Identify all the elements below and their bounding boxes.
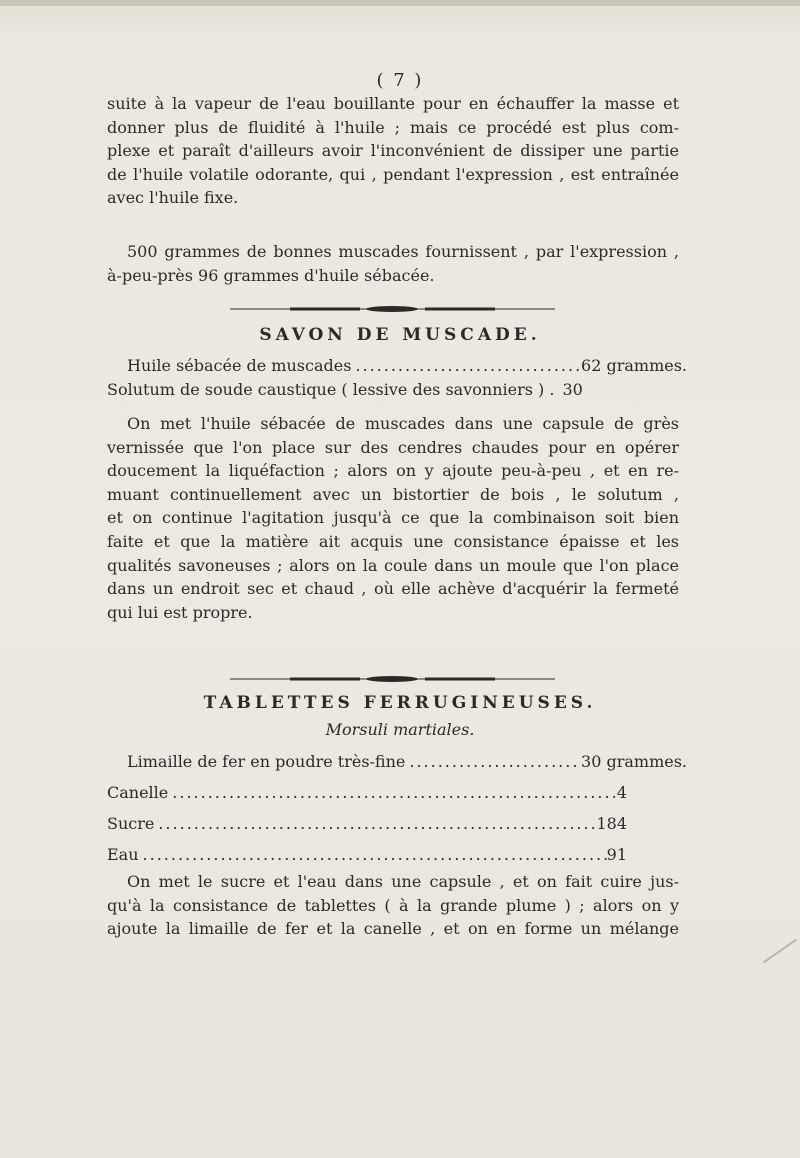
ingredient-amount: 30 <box>562 380 583 399</box>
ingredient-row <box>107 814 687 833</box>
text-line: ajoute la limaille de fer et la canelle , et on en forme un mélange <box>107 919 679 939</box>
leader-dots <box>139 845 607 864</box>
ingredient-row <box>107 380 687 399</box>
ingredient-amount: 62 grammes. <box>581 356 687 375</box>
text-line: doucement la liquéfaction ; alors on y ajoute peu-à-peu , et en re- <box>107 461 679 481</box>
text-line: qualités savoneuses ; alors on la coule dans un moule que l'on place <box>107 555 679 575</box>
text-line: et on continue l'agitation jusqu'à ce que la combinaison soit bien <box>107 508 679 528</box>
paragraph-intro <box>107 92 679 210</box>
paragraph-yield <box>107 240 679 287</box>
ingredient-name: Huile sébacée de muscades <box>127 356 352 375</box>
text-line: dans un endroit sec et chaud , où elle achève d'acquérir la fermeté <box>107 579 679 599</box>
ingredient-row <box>107 752 687 771</box>
ingredient-amount: 184 <box>596 814 627 833</box>
section-title-savon: SAVON DE MUSCADE. <box>259 325 541 345</box>
scan-speck <box>763 939 797 964</box>
ingredient-amount: 91 <box>606 845 627 864</box>
section-subtitle: Morsuli martiales. <box>325 720 475 739</box>
text-line: suite à la vapeur de l'eau bouillante pour en échauffer la masse et <box>107 94 679 113</box>
text-line: à-peu-près 96 grammes d'huile sébacée. <box>107 265 435 285</box>
ingredient-row <box>107 783 687 802</box>
ornamental-rule <box>230 676 555 682</box>
ingredient-row <box>107 356 687 375</box>
ingredient-name: Canelle <box>107 783 169 802</box>
leader-dots <box>405 752 581 771</box>
page-number: ( 7 ) <box>376 70 424 91</box>
text-line: plexe et paraît d'ailleurs avoir l'inconvénient de dissiper une partie <box>107 141 679 161</box>
leader-dots <box>154 814 596 833</box>
paragraph-tablettes-method <box>107 870 679 941</box>
scan-edge-shadow <box>0 0 800 6</box>
text-line: qu'à la consistance de tablettes ( à la grande plume ) ; alors on y <box>107 895 679 915</box>
ingredient-amount: 4 <box>616 783 627 802</box>
ingredient-name: Eau <box>107 845 139 864</box>
text-line: donner plus de fluidité à l'huile ; mais ce procédé est plus com- <box>107 117 679 137</box>
leader-dots <box>351 356 581 375</box>
ingredient-amount: 30 grammes. <box>581 752 687 771</box>
text-line: qui lui est propre. <box>107 602 253 622</box>
section-title-tablettes: TABLETTES FERRUGINEUSES. <box>203 693 597 713</box>
text-line: muant continuellement avec un bistortier de bois , le solutum , <box>107 484 679 504</box>
ingredient-row <box>107 845 687 864</box>
ingredient-name: Sucre <box>107 814 155 833</box>
leader-dots <box>168 783 617 802</box>
ornamental-rule <box>230 306 555 312</box>
text-line: 500 grammes de bonnes muscades fournissent , par l'expression , <box>127 242 679 261</box>
ingredient-name: Limaille de fer en poudre très-fine <box>127 752 406 771</box>
text-line: avec l'huile fixe. <box>107 188 239 208</box>
ingredient-name: Solutum de soude caustique ( lessive des savonniers ) . <box>107 380 555 399</box>
text-line: On met le sucre et l'eau dans une capsule , et on fait cuire jus- <box>127 872 679 891</box>
text-line: faite et que la matière ait acquis une consistance épaisse et les <box>107 531 679 551</box>
text-line: de l'huile volatile odorante, qui , pendant l'expression , est entraînée <box>107 164 679 184</box>
text-line: On met l'huile sébacée de muscades dans une capsule de grès <box>127 414 679 433</box>
paragraph-savon-method <box>107 412 679 624</box>
text-line: vernissée que l'on place sur des cendres chaudes pour en opérer <box>107 437 679 457</box>
